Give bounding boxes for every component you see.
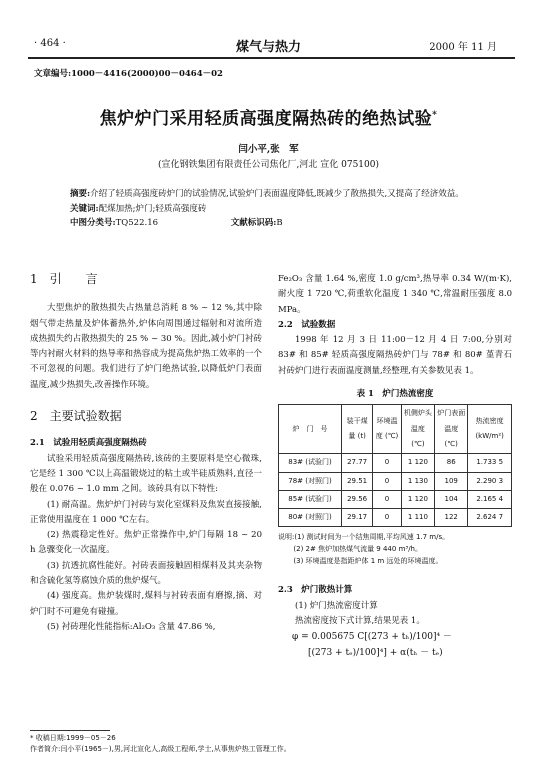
table-cell: 1 130 [401, 472, 434, 490]
table-header: 炉门表面温度 (℃) [435, 405, 468, 454]
abstract [70, 187, 490, 231]
table-cell: 78# (对照门) [279, 472, 342, 490]
table-row [279, 490, 512, 508]
properties-continued: Fe₂O₃ 含量 1.64 %,密度 1.0 g/cm³,热导率 0.34 W/(m·K),耐火度 1 720 ℃,荷重软化温度 1 340 ℃,常温耐压强度 8.0 MPa。 [278, 274, 512, 315]
subsection-2-2-heading: 2.2 试验数据 [278, 319, 336, 330]
issue-date: 2000 年 11 月 [429, 42, 497, 53]
table-cell: 1 120 [401, 454, 434, 472]
table-cell: 0 [373, 472, 402, 490]
right-column [278, 272, 512, 661]
subsection-2-2-paragraph: 1998 年 12 月 3 日 11:00－12 月 4 日 7:00,分别对 83# 和 85# 轻质高强度隔热砖炉门与 78# 和 80# 堇青石衬砖炉门进行表面温度测量,经整理,有关参数见表 1。 [278, 335, 512, 376]
table-cell: 85# (试验门) [279, 490, 342, 508]
subsection-2-1-paragraph: 试验采用轻质高强度隔热砖,该砖的主要原料是空心微珠,它是经 1 300 ℃以上高温锻烧过的粘土或半硅质熟料,直径一般在 0.076 ~ 1.0 mm 之间。该砖具有以下特性: [30, 453, 262, 495]
section-1-paragraph: 大型焦炉的散热损失占热量总消耗 8 % ~ 12 %,其中除烟气带走热量及炉体蓄热外,炉体向周围通过辐射和对流所造成热损失约占散热损失的 25 % ~ 30 %。因此,减小炉门衬砖等内衬耐火材料的热导率和热容成为提高焦炉热工效率的一个不可忽视的问题。我们进行了炉门绝热试验,以降低炉门表面温度,减少热损失,改善操作环境。 [30, 303, 262, 390]
keywords-label: 关键词: [70, 203, 99, 214]
table-header: 装干煤量 (t) [342, 405, 373, 454]
page-number: · 464 · [34, 38, 66, 49]
table-cell: 0 [373, 454, 402, 472]
table-cell: 0 [373, 509, 402, 527]
table-header: 机侧炉头温度 (℃) [401, 405, 434, 454]
clc-label: 中图分类号: [70, 218, 116, 228]
formula-line-2: [(273 + tₑ)/100]⁴] + α(tₕ － tₑ) [308, 648, 443, 659]
table-cell: 0 [373, 490, 402, 508]
table-cell: 29.56 [342, 490, 373, 508]
table-cell: 109 [435, 472, 468, 490]
table-row [279, 454, 512, 472]
footnotes [30, 733, 510, 755]
abstract-label: 摘要: [70, 189, 91, 199]
table-cell: 29.17 [342, 509, 373, 527]
table-cell: 1 120 [401, 490, 434, 508]
table-cell: 83# (试验门) [279, 454, 342, 472]
subsection-2-3-text: 热流密度按下式计算,结果见表 1。 [295, 616, 425, 627]
section-2-heading: 2 主要试验数据 [30, 409, 122, 424]
doc-code: B [276, 218, 283, 228]
title-footnote-mark: * [432, 110, 438, 121]
journal-name: 煤气与热力 [235, 40, 301, 55]
table-header: 炉 门 号 [279, 405, 342, 454]
article-number: 文章编号:1000－4416(2000)00－0464－02 [34, 69, 223, 79]
property-item-5: (5) 衬砖理化性能指标:Al₂O₃ 含量 47.86 %, [47, 621, 216, 632]
keywords: 配煤加热;炉门;轻质高强度砖 [98, 203, 207, 214]
table-header: 环境温度 (℃) [373, 405, 402, 454]
subsection-2-1-heading: 2.1 试验用轻质高强度隔热砖 [30, 438, 147, 449]
formula-line-1: φ = 0.005675 C[(273 + tₕ)/100]⁴ － [292, 632, 452, 643]
title-text: 焦炉炉门采用轻质高强度隔热砖的绝热试验 [99, 109, 433, 129]
table-cell: 1 110 [401, 509, 434, 527]
table-header: 热流密度 (kW/m²) [468, 405, 512, 454]
table-cell: 27.77 [342, 454, 373, 472]
table-cell: 2.165 4 [468, 490, 512, 508]
page-header [0, 0, 537, 58]
footnote-author: 作者简介:闫小平(1965－),男,河北宣化人,高级工程师,学士,从事焦炉热工管理工作。 [30, 745, 291, 753]
property-item-1: (1) 耐高温。焦炉炉门衬砖与炭化室煤料及焦炭直接接触,正常使用温度在 1 000 ℃左右。 [30, 499, 262, 525]
table-note: 说明:(1) 测试时间为一个结焦周期,平均风速 1.7 m/s。 [278, 533, 450, 542]
table-1-title: 表 1 炉门热流密度 [356, 389, 434, 400]
table-cell: 86 [435, 454, 468, 472]
property-item-4: (4) 强度高。焦炉装煤时,煤料与衬砖表面有磨擦,摘、对炉门时不可避免有碰撞。 [30, 591, 262, 617]
clc-number: TQ522.16 [115, 218, 159, 228]
article-title [0, 104, 537, 129]
table-cell: 2.624 7 [468, 509, 512, 527]
table-cell: 104 [435, 490, 468, 508]
table-row [279, 472, 512, 490]
property-item-2: (2) 热震稳定性好。焦炉正常操作中,炉门每隔 18 ~ 20 h 急骤变化一次温度。 [30, 530, 262, 556]
header-rule [28, 57, 515, 59]
subsection-2-3-heading: 2.3 炉门散热计算 [278, 585, 353, 596]
section-1-heading: 1 引 言 [30, 272, 98, 286]
abstract-text: 介绍了轻质高强度砖炉门的试验情况,试验炉门表面温度降低,既减少了散热损失,又提高了经济效益。 [90, 189, 464, 199]
doc-code-label: 文献标识码: [230, 218, 277, 228]
subsection-2-3-item: (1) 炉门热流密度计算 [295, 600, 378, 611]
table-cell: 2.290 3 [468, 472, 512, 490]
table-header-row [279, 405, 512, 454]
table-note: (2) 2# 焦炉加热煤气流量 9 440 m³/h。 [293, 545, 422, 554]
table-note: (3) 环境温度是指距炉体 1 m 远处的环境温度。 [293, 557, 443, 566]
affiliation: (宣化钢铁集团有限责任公司焦化厂,河北 宣化 075100) [158, 160, 379, 170]
table-cell: 122 [435, 509, 468, 527]
table-cell: 29.51 [342, 472, 373, 490]
footnote-received: * 收稿日期:1999－05－26 [30, 734, 116, 742]
table-cell: 1.733 5 [468, 454, 512, 472]
authors: 闫小平,张 军 [238, 144, 299, 155]
table-cell: 80# (对照门) [279, 509, 342, 527]
left-column [30, 272, 262, 635]
property-item-3: (3) 抗透抗腐性能好。衬砖表面接触固相煤料及其夹杂物和含硫化氢等腐蚀介质的焦炉煤气。 [30, 560, 262, 587]
table-notes [278, 531, 512, 567]
footnote-rule [30, 730, 110, 731]
table-1 [278, 404, 512, 527]
table-row [279, 509, 512, 527]
